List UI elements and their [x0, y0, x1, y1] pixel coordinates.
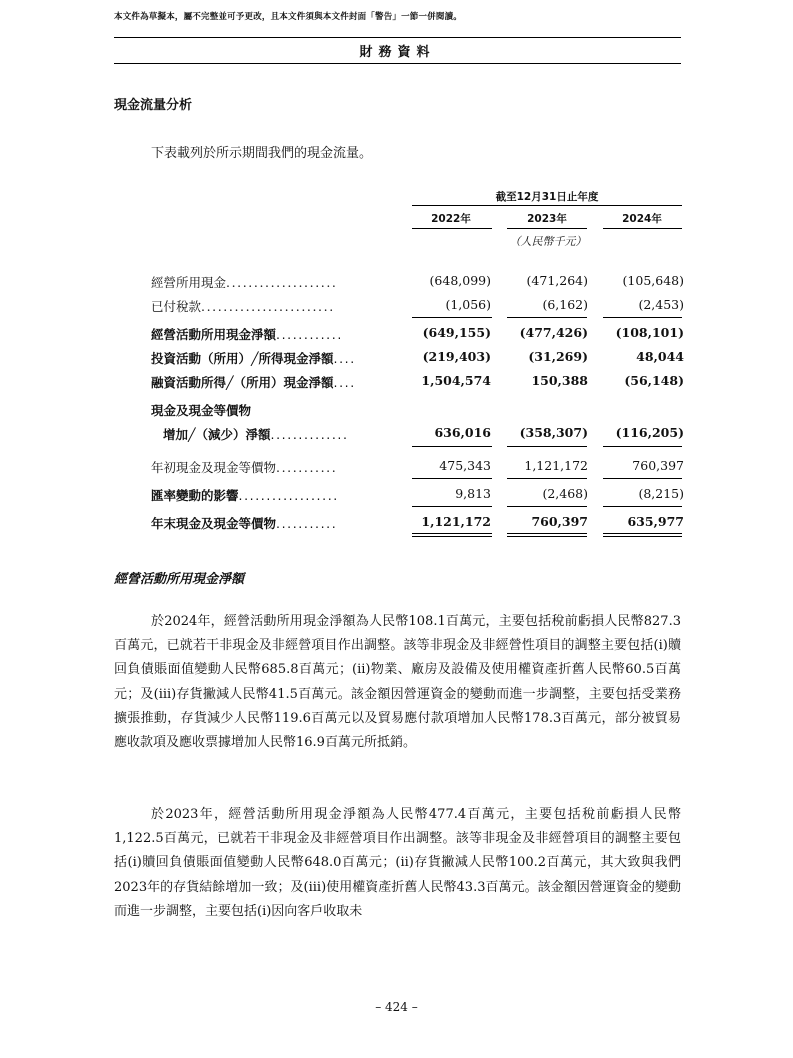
year-2024-header: 2024年 [622, 213, 662, 225]
total-double-rule [603, 536, 682, 537]
page-heading: 現金流量分析 [114, 98, 193, 113]
table-cell: (8,215) [638, 486, 684, 501]
table-cell: (471,264) [526, 273, 588, 288]
table-cell: (1,056) [445, 297, 491, 312]
subtotal-rule [603, 317, 682, 318]
year-rule [507, 228, 587, 229]
total-double-rule [507, 536, 587, 537]
subsection-heading: 經營活動所用現金淨額 [114, 572, 245, 587]
table-row-label: 經營所用現金.................... [151, 275, 338, 290]
header-rule-bottom [114, 63, 681, 64]
table-row-label: 現金及現金等價物 [151, 403, 252, 418]
table-cell: (649,155) [422, 325, 491, 340]
table-cell: 9,813 [455, 486, 491, 501]
year-2022-header: 2022年 [431, 213, 471, 225]
table-cell: 475,343 [439, 458, 491, 473]
period-header: 截至12月31日止年度 [495, 191, 599, 203]
table-cell: (6,162) [542, 297, 588, 312]
table-row-label: 已付稅款........................ [151, 299, 335, 314]
table-cell: 1,504,574 [421, 373, 491, 388]
subtotal-rule [412, 317, 492, 318]
table-cell: 760,397 [632, 458, 684, 473]
year-rule [603, 228, 682, 229]
table-cell: (2,453) [638, 297, 684, 312]
total-double-rule [412, 533, 492, 534]
table-cell: (31,269) [528, 349, 588, 364]
table-cell: 1,121,172 [421, 514, 491, 529]
total-double-rule [412, 536, 492, 537]
subtotal-rule [603, 446, 682, 447]
draft-disclaimer: 本文件為草擬本，屬不完整並可予更改，且本文件須與本文件封面「警告」一節一併閱讀。 [114, 12, 463, 22]
subtotal-rule [507, 446, 587, 447]
table-cell: (219,403) [422, 349, 491, 364]
table-row-label: 年初現金及現金等價物........... [151, 460, 338, 475]
subtotal-rule [412, 506, 492, 507]
subtotal-rule [412, 446, 492, 447]
period-header-rule [412, 205, 682, 206]
total-double-rule [507, 533, 587, 534]
table-row-label: 匯率變動的影響.................. [151, 488, 339, 503]
table-cell: 150,388 [531, 373, 588, 388]
table-cell: (116,205) [615, 425, 684, 440]
table-cell: (477,426) [519, 325, 588, 340]
table-row-label: 經營活動所用現金淨額............ [151, 327, 343, 342]
table-cell: (358,307) [519, 425, 588, 440]
subtotal-rule [507, 506, 587, 507]
table-cell: (56,148) [624, 373, 684, 388]
body-paragraph: 於2023年，經營活動所用現金淨額為人民幣477.4百萬元，主要包括稅前虧損人民幣1,122.5百萬元，已就若干非現金及非經營項目作出調整。該等非現金及非經營項目的調整主要包括(i)贖回負債賬面值變動人民幣648.0百萬元；(ii)存貨撇減人民幣100.2百萬元，其大致與我們2023年的存貨結餘增加一致；及(iii)使用權資產折舊人民幣43.3百萬元。該金額因營運資金的變動而進一步調整，主要包括(i)因向客戶收取未 [114, 807, 681, 919]
table-cell: (648,099) [429, 273, 491, 288]
page-number: – 424 – [375, 1000, 418, 1014]
subtotal-rule [603, 506, 682, 507]
table-row-label: 增加╱（減少）淨額.............. [163, 427, 349, 442]
header-rule-top [114, 37, 681, 38]
year-2023-header: 2023年 [527, 213, 567, 225]
subtotal-rule [603, 478, 682, 479]
table-cell: (108,101) [615, 325, 684, 340]
table-row-label: 投資活動（所用）╱所得現金淨額.... [151, 351, 356, 366]
subtotal-rule [412, 478, 492, 479]
table-cell: 636,016 [434, 425, 491, 440]
table-cell: 48,044 [636, 349, 684, 364]
subtotal-rule [507, 317, 587, 318]
unit-label: （人民幣千元） [509, 235, 587, 248]
table-cell: (105,648) [622, 273, 684, 288]
total-double-rule [603, 533, 682, 534]
intro-text: 下表載列於所示期間我們的現金流量。 [151, 146, 373, 161]
table-cell: 635,977 [627, 514, 684, 529]
table-row-label: 融資活動所得╱（所用）現金淨額.... [151, 375, 356, 390]
year-rule [412, 228, 492, 229]
table-row-label: 年末現金及現金等價物........... [151, 516, 338, 531]
body-paragraph: 於2024年，經營活動所用現金淨額為人民幣108.1百萬元，主要包括稅前虧損人民幣827.3百萬元，已就若干非現金及非經營項目作出調整。該等非現金及非經營性項目的調整主要包括(i)贖回負債賬面值變動人民幣685.8百萬元；(ii)物業、廠房及設備及使用權資產折舊人民幣60.5百萬元；及(iii)存貨撇減人民幣41.5百萬元。該金額因營運資金的變動而進一步調整，主要包括受業務擴張推動，存貨減少人民幣119.6百萬元以及貿易應付款項增加人民幣178.3百萬元，部分被貿易應收款項及應收票據增加人民幣16.9百萬元所抵銷。 [114, 614, 681, 751]
table-cell: 760,397 [531, 514, 588, 529]
subtotal-rule [507, 478, 587, 479]
table-cell: (2,468) [542, 486, 588, 501]
section-title: 財務資料 [359, 45, 436, 60]
table-cell: 1,121,172 [524, 458, 588, 473]
